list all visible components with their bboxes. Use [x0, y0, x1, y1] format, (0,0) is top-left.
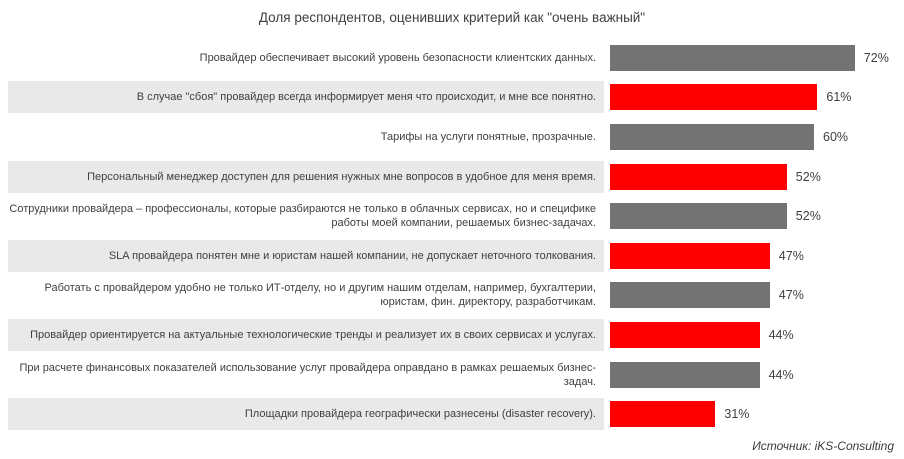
category-label-zone: [8, 200, 604, 232]
category-label-zone: [8, 240, 604, 272]
value-label: 72%: [863, 50, 889, 65]
bar-row: [8, 157, 904, 197]
bar-row: [8, 38, 904, 78]
value-label: 44%: [768, 367, 794, 382]
bar-row: [8, 236, 904, 276]
bar: [610, 362, 760, 388]
category-label-zone: [8, 398, 604, 430]
value-label: 52%: [795, 169, 821, 184]
value-label: 47%: [778, 248, 804, 263]
bar-row: [8, 78, 904, 118]
category-label: Персональный менеджер доступен для решения нужных мне вопросов в удобное для меня время.: [87, 170, 596, 183]
bar: [610, 203, 787, 229]
bar: [610, 84, 817, 110]
bar: [610, 164, 787, 190]
value-label: 60%: [823, 129, 849, 144]
category-label: Провайдер обеспечивает высокий уровень безопасности клиентских данных.: [199, 51, 596, 64]
category-label: Тарифы на услуги понятные, прозрачные.: [380, 130, 596, 143]
category-label: В случае "сбоя" провайдер всегда информирует меня что происходит, и мне все понятно.: [136, 91, 596, 104]
category-label: SLA провайдера понятен мне и юристам нашей компании, не допускает неточного толкования.: [108, 249, 596, 262]
bar: [610, 322, 760, 348]
category-label: Сотрудники провайдера – профессионалы, которые разбираются не только в облачных сервисах, но и специфике работы моей компании, решаемых бизнес-задачах.: [9, 203, 596, 230]
bar-rows-container: [0, 38, 904, 434]
category-label-zone: [8, 42, 604, 74]
bar: [610, 124, 814, 150]
value-label: 52%: [795, 209, 821, 224]
category-label: Провайдер ориентируется на актуальные технологические тренды и реализует их в своих сервисах и услугах.: [30, 328, 596, 341]
category-label-zone: [8, 81, 604, 113]
bar-row: [8, 117, 904, 157]
category-label-zone: [8, 279, 604, 311]
bar-row: [8, 196, 904, 236]
category-label: При расчете финансовых показателей использование услуг провайдера оправдано в рамках решаемых бизнес-задач.: [19, 361, 596, 388]
bar: [610, 243, 770, 269]
value-label: 31%: [724, 407, 750, 422]
bar-row: [8, 355, 904, 395]
category-label-zone: [8, 121, 604, 153]
bar-row: [8, 276, 904, 316]
value-label: 47%: [778, 288, 804, 303]
value-label: 61%: [826, 90, 852, 105]
bar-row: [8, 315, 904, 355]
category-label-zone: [8, 319, 604, 351]
value-label: 44%: [768, 327, 794, 342]
bar: [610, 401, 715, 427]
category-label-zone: [8, 161, 604, 193]
bar: [610, 282, 770, 308]
category-label: Площадки провайдера географически разнесены (disaster recovery).: [244, 408, 596, 421]
bar: [610, 45, 855, 71]
bar-row: [8, 394, 904, 434]
category-label-zone: [8, 359, 604, 391]
category-label: Работать с провайдером удобно не только ИТ-отделу, но и другим нашим отделам, например, бухгалтерии, юристам, фин. директору, разработчикам.: [44, 282, 596, 309]
source-note: Источник: iKS-Consulting: [752, 439, 894, 453]
chart-title: Доля респондентов, оценивших критерий как "очень важный": [258, 10, 646, 25]
